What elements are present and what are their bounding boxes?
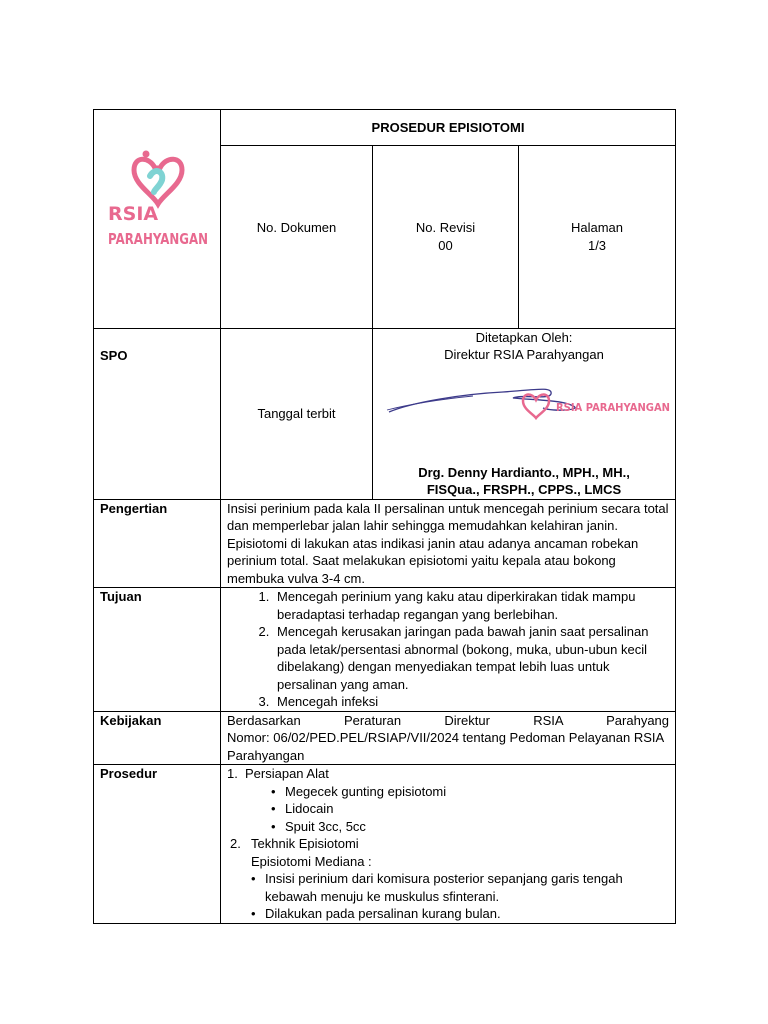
rsia-logo xyxy=(94,110,219,323)
director-name-line1: Drg. Denny Hardianto., MPH., MH., xyxy=(418,464,630,480)
pengertian-text: Insisi perinium pada kala II persalinan untuk mencegah perinium secara total dan memperlebar jalan lahir sehingga memudahkan kelahiran janin. Episiotomi di lakukan atas indikasi janin atau adanya ancaman robekan perinium total. Saat melakukan episiotomi yaitu kepala atau bokong membuka vulva 3-4 cm. xyxy=(221,499,676,588)
spo-label: SPO xyxy=(94,328,221,499)
prosedur-step xyxy=(227,835,669,923)
list-item: • Spuit 3cc, 5cc xyxy=(271,818,669,836)
step-title: Tekhnik Episiotomi xyxy=(251,836,359,851)
tanggal-terbit-label: Tanggal terbit xyxy=(221,328,373,499)
no-revisi-cell xyxy=(373,145,519,328)
prosedur-step xyxy=(227,765,669,835)
list-item: 1. Mencegah perinium yang kaku atau diperkirakan tidak mampu beradaptasi terhadap regangan yang berlebihan. xyxy=(273,588,669,623)
tujuan-content xyxy=(221,588,676,712)
step-number: 1. xyxy=(227,766,238,781)
kebijakan-label: Kebijakan xyxy=(94,711,221,765)
logo-cell xyxy=(94,110,221,329)
prosedur-label: Prosedur xyxy=(94,765,221,924)
kebijakan-line1: Berdasarkan Peraturan Direktur RSIA Parahyang xyxy=(227,712,670,728)
stamp-text: RSIA PARAHYANGAN xyxy=(556,400,670,414)
step-items xyxy=(245,783,669,836)
step-title: Persiapan Alat xyxy=(245,766,329,781)
kebijakan-content xyxy=(221,711,676,765)
logo-line2: PARAHYANGAN xyxy=(108,230,208,248)
document-title: PROSEDUR EPISIOTOMI xyxy=(221,110,676,146)
spo-table xyxy=(93,109,676,924)
halaman-value: 1/3 xyxy=(587,237,607,253)
document xyxy=(93,109,675,924)
tujuan-list xyxy=(227,588,669,711)
list-item: • Megecek gunting episiotomi xyxy=(271,783,669,801)
list-item: 2. Mencegah kerusakan jaringan pada bawah janin saat persalinan pada letak/persentasi abnormal (bokong, muka, ubun-ubun kecil dibelakang) dengan menyediakan tempat lebih luas untuk persalinan yang aman. xyxy=(273,623,669,693)
ditetapkan-label: Ditetapkan Oleh: xyxy=(475,329,573,345)
kebijakan-text: Nomor: 06/02/PED.PEL/RSIAP/VII/2024 tentang Pedoman Pelayanan RSIA Parahyangan xyxy=(227,730,664,763)
logo-line1: RSIA xyxy=(108,203,159,225)
pengertian-label: Pengertian xyxy=(94,499,221,588)
signature-stamp xyxy=(373,364,673,464)
no-dokumen-label: No. Dokumen xyxy=(256,220,337,236)
signature-area xyxy=(373,364,675,464)
no-dokumen-cell xyxy=(221,145,373,328)
prosedur-steps xyxy=(227,765,669,923)
halaman-label: Halaman xyxy=(570,220,624,236)
halaman-cell xyxy=(519,145,676,328)
step-items xyxy=(251,870,669,923)
prosedur-content xyxy=(221,765,676,924)
step-number: 2. xyxy=(230,836,241,851)
no-revisi-value: 00 xyxy=(438,237,453,253)
tujuan-label: Tujuan xyxy=(94,588,221,712)
direktur-title: Direktur RSIA Parahyangan xyxy=(444,347,604,362)
list-item: 3. Mencegah infeksi xyxy=(273,693,669,711)
list-item: • Dilakukan pada persalinan kurang bulan. xyxy=(251,905,669,923)
director-name-line2: FISQua., FRSPH., CPPS., LMCS xyxy=(426,482,622,497)
list-item: • Insisi perinium dari komisura posterior sepanjang garis tengah kebawah menuju ke muskulus sfinterani. xyxy=(251,870,669,905)
ditetapkan-cell xyxy=(373,328,676,499)
no-revisi-label: No. Revisi xyxy=(415,220,476,236)
list-item: • Lidocain xyxy=(271,800,669,818)
step-subtitle: Episiotomi Mediana : xyxy=(251,853,372,869)
stamp-heart-icon xyxy=(523,394,549,418)
